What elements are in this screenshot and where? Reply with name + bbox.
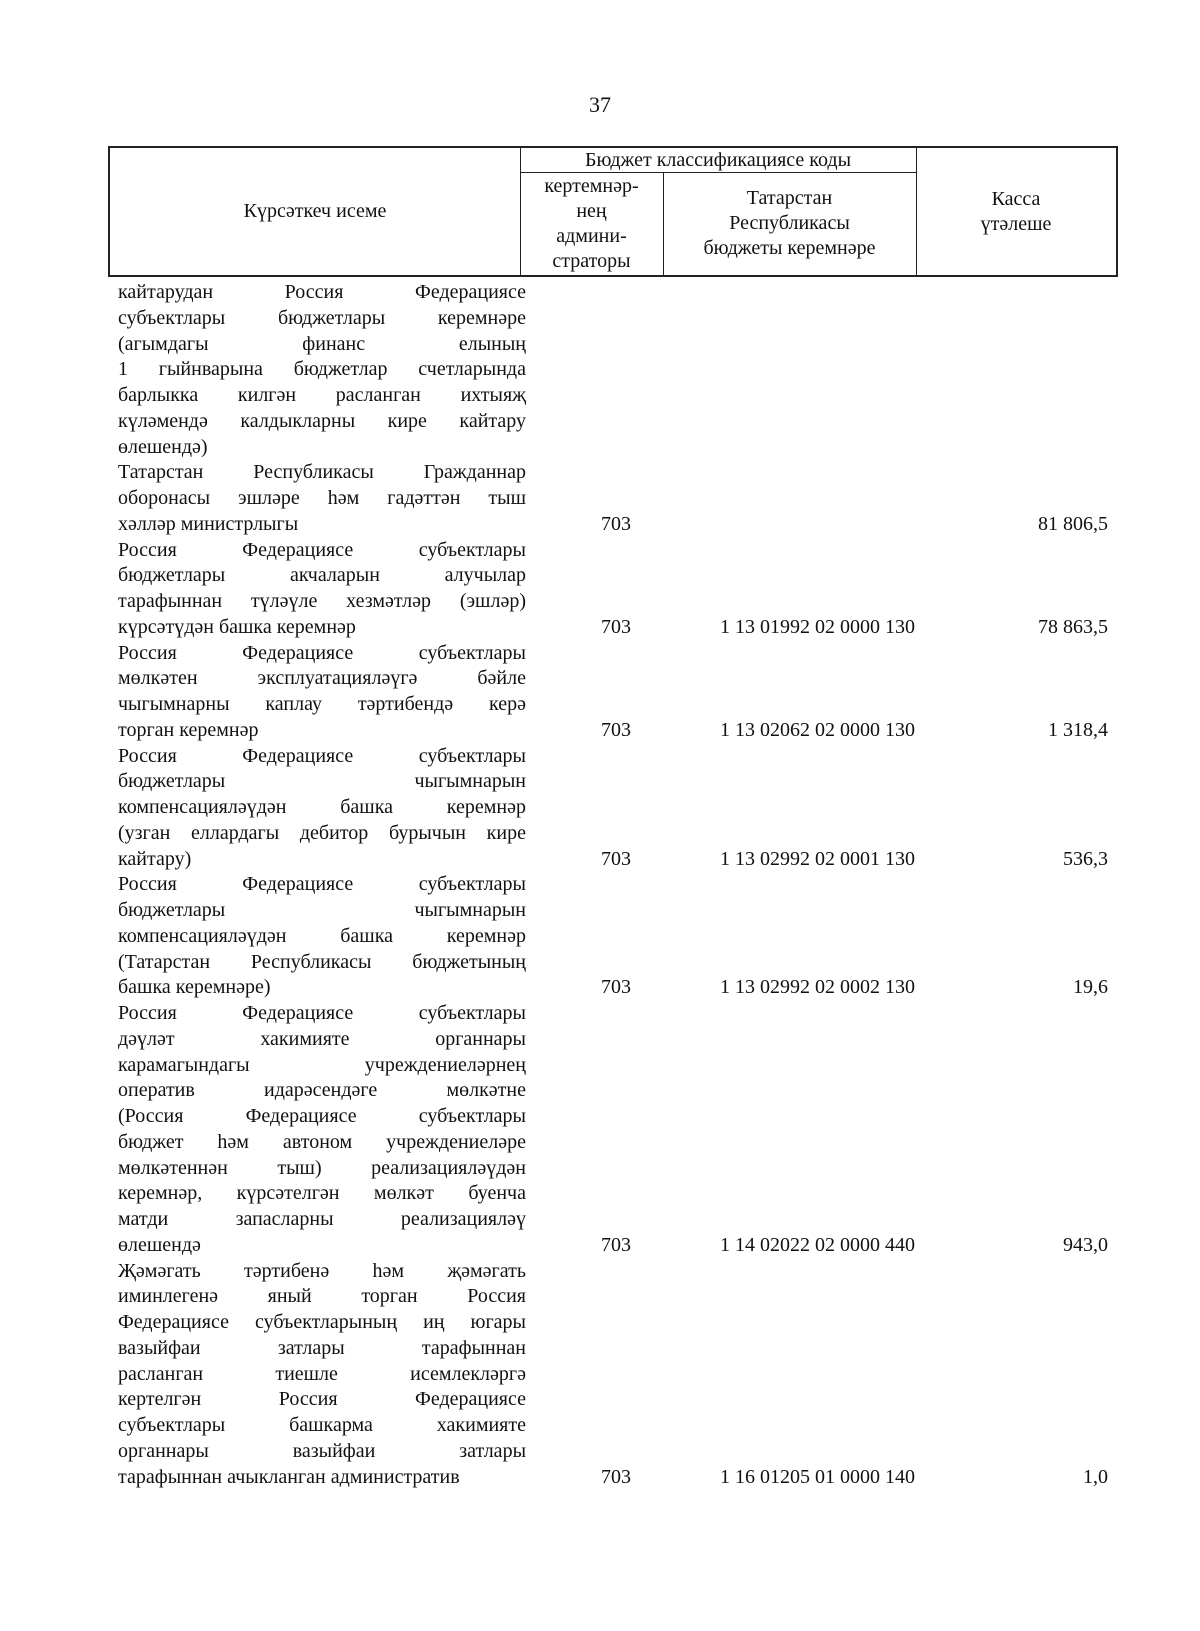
indicator-name [118,538,526,641]
indicator-name-line: органнары вазыйфаи затлары [118,1439,526,1462]
indicator-name-line: Татарстан Республикасы Гражданнар [118,461,526,484]
indicator-name-line: карамагындагы учреждениеләрнең [118,1053,526,1076]
admin-code: 703 [601,1233,631,1256]
indicator-name-line: расланган тиешле исемлекләргә [118,1362,526,1385]
indicator-name [118,280,526,460]
cash-amount: 78 863,5 [1038,615,1108,638]
indicator-name-line: кайтарудан Россия Федерациясе [118,281,526,303]
indicator-name-line: (Татарстан Республикасы бюджетының [118,950,526,973]
cash-amount: 943,0 [1063,1233,1108,1256]
indicator-name-line: мөлкәтен эксплуатацияләүгә бәйле [118,667,526,690]
indicator-name [118,1259,526,1491]
cash-amount: 19,6 [1073,976,1108,999]
table-header [108,146,1118,277]
indicator-name-line: вазыйфаи затлары тарафыннан [118,1336,526,1359]
indicator-name-line: өлешендә) [118,435,208,458]
indicator-name-line: (узган еллардагы дебитор бурычын кире [118,821,526,844]
admin-code: 703 [601,615,631,638]
indicator-name-line: тарафыннан түләүле хезмәтләр (эшләр) [118,590,526,612]
indicator-name [118,460,526,537]
revenue-code: 1 13 02062 02 0000 130 [720,718,915,741]
indicator-name-header: Күрсәткеч исеме [243,200,387,222]
indicator-name-line: күләмендә калдыкларны кире кайтару [118,409,526,432]
indicator-name-line: (агымдагы финанс елының [118,332,526,355]
indicator-name-line: (Россия Федерациясе субъектлары [118,1105,526,1127]
indicator-name-line: бюджетлары акчаларын алучылар [118,564,526,587]
admin-header: кертемнәр- нең админи- страторы [544,174,639,272]
indicator-name-line: Россия Федерациясе субъектлары [118,641,526,664]
indicator-name-line: Россия Федерациясе субъектлары [118,744,526,767]
indicator-name-line: иминлегенә яный торган Россия [118,1285,526,1308]
indicator-name-line: бюджетлары чыгымнарын [118,899,526,921]
revenue-code: 1 13 01992 02 0000 130 [720,615,915,638]
admin-code: 703 [601,976,631,999]
indicator-name [118,872,526,1001]
indicator-name-line: кайтару) [118,847,192,870]
revenue-code: 1 16 01205 01 0000 140 [720,1465,915,1488]
indicator-name-line: хәлләр министрлыгы [118,512,299,535]
indicator-name-line: барлыкка килгән расланган ихтыяҗ [118,384,526,406]
indicator-name-line: бюджетлары чыгымнарын [118,770,526,793]
indicator-name-line: кертелгән Россия Федерациясе [118,1388,526,1411]
indicator-name-line: субъектлары бюджетлары керемнәре [118,306,526,329]
indicator-name-line: компенсацияләүдән башка керемнәр [118,924,526,947]
revenue-code-header: Татарстан Республикасы бюджеты керемнәре [703,187,876,259]
indicator-name-line: субъектлары башкарма хакимияте [118,1414,526,1436]
indicator-name-line: чыгымнарны каплау тәртибендә керә [118,693,526,715]
indicator-name [118,744,526,873]
cash-amount: 536,3 [1063,847,1108,870]
revenue-code: 1 14 02022 02 0000 440 [720,1233,915,1256]
indicator-name-line: торган керемнәр [118,718,259,741]
admin-code: 703 [601,718,631,741]
revenue-code: 1 13 02992 02 0002 130 [720,976,915,999]
admin-code: 703 [601,512,631,535]
cash-amount: 1,0 [1083,1465,1108,1488]
indicator-name-line: бюджет һәм автоном учреждениеләре [118,1130,526,1153]
revenue-code: 1 13 02992 02 0001 130 [720,847,915,870]
indicator-name-line: тарафыннан ачыкланган административ [118,1465,460,1488]
indicator-name-line: башка керемнәре) [118,976,271,999]
indicator-name-line: 1 гыйнварына бюджетлар счетларында [118,358,526,381]
indicator-name-line: дәүләт хакимияте органнары [118,1027,526,1050]
page-number: 37 [589,92,611,117]
indicator-name-line: Россия Федерациясе субъектлары [118,1002,526,1024]
budget-code-header: Бюджет классификациясе коды [584,148,852,171]
admin-code: 703 [601,847,631,870]
admin-code: 703 [601,1465,631,1488]
indicator-name-line: Россия Федерациясе субъектлары [118,873,526,896]
cash-amount: 81 806,5 [1038,512,1108,535]
indicator-name-line: мөлкәтеннән тыш) реализацияләүдән [118,1156,526,1179]
indicator-name-line: Федерациясе субъектларының иң югары [118,1311,526,1333]
indicator-name-line: матди запасларны реализацияләү [118,1208,526,1230]
indicator-name-line: керемнәр, күрсәтелгән мөлкәт буенча [118,1182,526,1205]
indicator-name [118,1001,526,1259]
indicator-name-line: компенсацияләүдән башка керемнәр [118,796,526,818]
indicator-name-line: күрсәтүдән башка керемнәр [118,615,356,638]
indicator-name-line: Россия Федерациясе субъектлары [118,538,526,561]
indicator-name-line: Җәмәгать тәртибенә һәм җәмәгать [118,1259,526,1282]
indicator-name-line: оборонасы эшләре һәм гадәттән тыш [118,487,526,509]
indicator-name-line: өлешендә [118,1233,201,1256]
indicator-name [118,641,526,744]
indicator-name-line: оператив идарәсендәге мөлкәтне [118,1079,526,1102]
cash-execution-header: Касса үтәлеше [980,187,1052,235]
cash-amount: 1 318,4 [1048,718,1108,741]
